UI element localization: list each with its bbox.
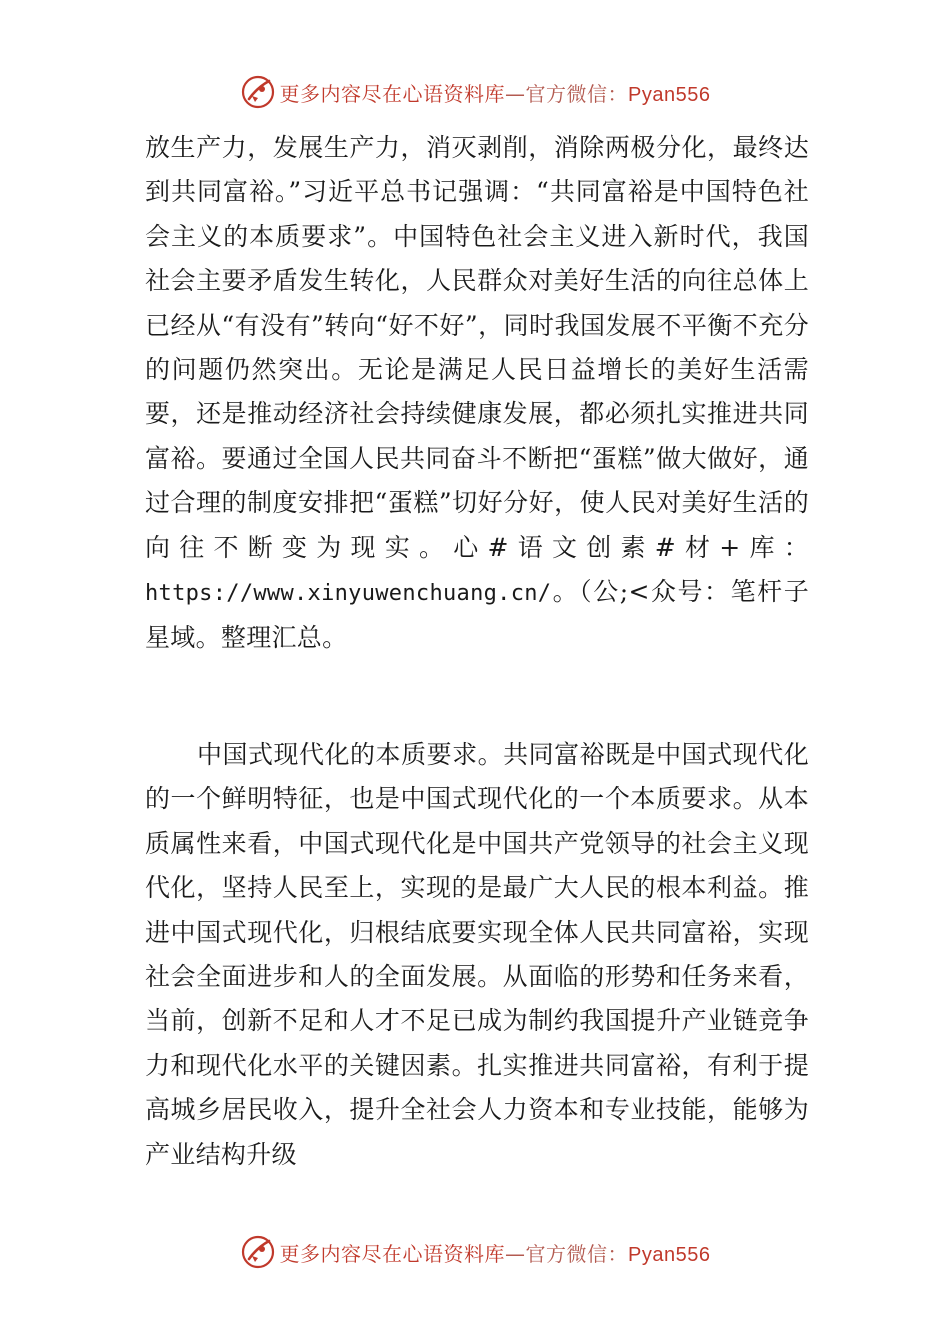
header-banner-sep: — [505,81,526,106]
footer-banner-sep: — [505,1241,526,1266]
header-banner-wechat: 官方微信： [525,81,629,106]
quill-seal-icon [240,74,276,110]
header-banner-text [280,78,711,107]
footer-banner-text [280,1238,711,1267]
header-banner [0,72,950,112]
paragraph-gap [145,661,809,733]
paragraph-1-tail: 。（公;<众号：笔杆子星域。整理汇总。 [145,577,809,653]
paragraph-1 [145,126,809,661]
paragraph-2: 中国式现代化的本质要求。共同富裕既是中国式现代化的一个鲜明特征，也是中国式现代化的一个本质要求。从本质属性来看，中国式现代化是中国共产党领导的社会主义现代化，坚持人民至上，实现的是最广大人民的根本利益。推进中国式现代化，归根结底要实现全体人民共同富裕，实现社会全面进步和人的全面发展。从面临的形势和任务来看，当前，创新不足和人才不足已成为制约我国提升产业链竞争力和现代化水平的关键因素。扎实推进共同富裕，有利于提高城乡居民收入，提升全社会人力资本和专业技能，能够为产业结构升级 [145,739,809,1169]
quill-seal-icon [240,1234,276,1270]
footer-banner [0,1232,950,1272]
footer-banner-handle: Pyan556 [628,1243,711,1266]
document-body [145,126,809,1177]
paragraph-1-url: https://www.xinyuwenchuang.cn/ [145,581,552,607]
paragraph-1-text: 放生产力，发展生产力，消灭剥削，消除两极分化，最终达到共同富裕。”习近平总书记强调：“共同富裕是中国特色社会主义的本质要求”。中国特色社会主义进入新时代，我国社会主要矛盾发生转化，人民群众对美好生活的向往总体上已经从“有没有”转向“好不好”，同时我国发展不平衡不充分的问题仍然突出。无论是满足人民日益增长的美好生活需要，还是推动经济社会持续健康发展，都必须扎实推进共同富裕。要通过全国人民共同奋斗不断把“蛋糕”做大做好，通过合理的制度安排把“蛋糕”切好分好，使人民对美好生活的向往不断变为现实。心#语文创素#材+库： [145,133,809,562]
header-banner-handle: Pyan556 [628,83,711,106]
header-banner-main: 更多内容尽在心语资料库 [279,81,506,106]
footer-banner-main: 更多内容尽在心语资料库 [279,1241,506,1266]
footer-banner-wechat: 官方微信： [525,1241,629,1266]
